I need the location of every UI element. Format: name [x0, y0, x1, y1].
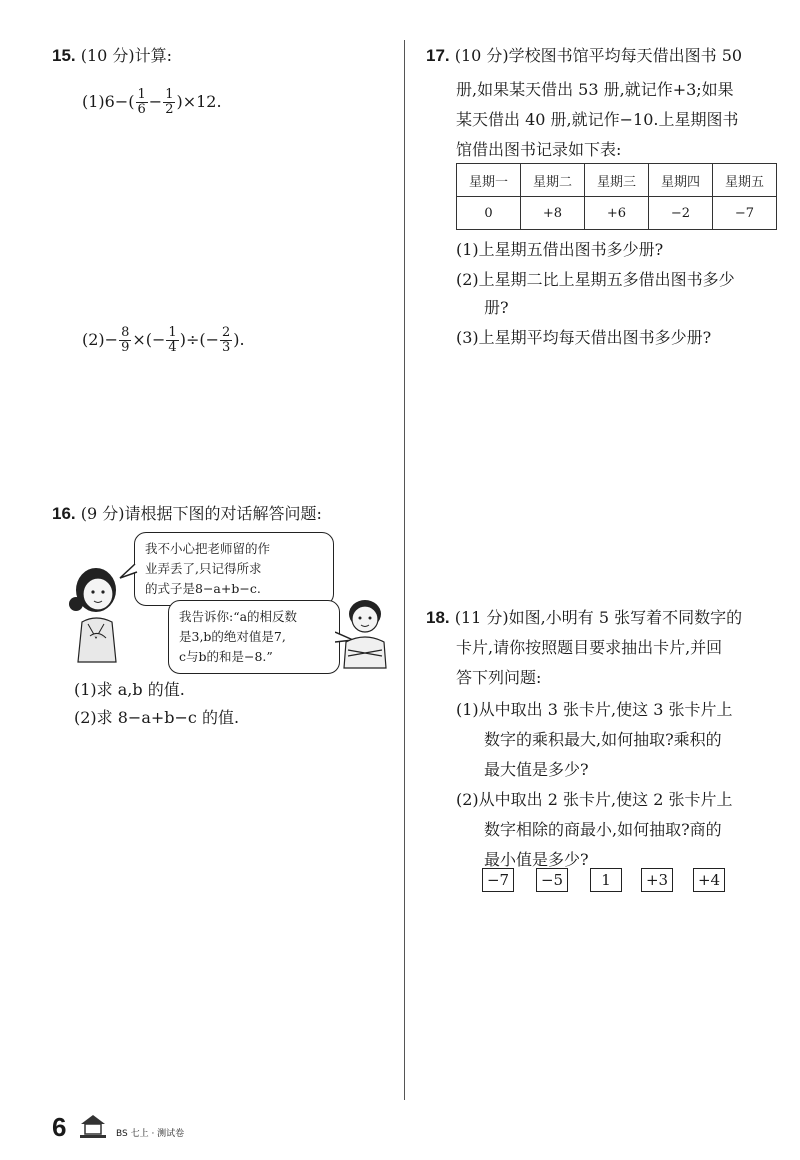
- q18-line-1: [426, 606, 742, 630]
- q16-part1: (1)求 a,b 的值.: [74, 680, 185, 699]
- q15-p2-frac1: [119, 326, 131, 355]
- frac-numerator: 1: [137, 87, 146, 102]
- number-card: −5: [536, 868, 568, 892]
- q18-part2-line2: 数字相除的商最小,如何抽取?商的: [484, 820, 722, 839]
- table-header-cell: 星期五: [713, 164, 777, 197]
- q15-heading: [52, 44, 172, 68]
- frac-denominator: 9: [121, 340, 130, 355]
- q15-part1: [82, 84, 222, 120]
- q15-part2: [82, 322, 245, 358]
- bubble-line: c与b的和是−8.”: [179, 649, 273, 664]
- q17-line-4: 馆借出图书记录如下表:: [456, 140, 622, 159]
- q17-number: 17.: [426, 46, 450, 65]
- boy-illustration: [336, 594, 394, 670]
- q15-p2-frac3: [220, 326, 232, 355]
- q17-part3: (3)上星期平均每天借出图书多少册?: [456, 328, 712, 347]
- table-cell: 0: [457, 197, 521, 230]
- q15-p2-frac2: [166, 326, 178, 355]
- page-number: 6: [52, 1112, 67, 1142]
- q18-text: (11 分)如图,小明有 5 张写着不同数字的: [454, 608, 743, 627]
- q18-line-3: 答下列问题:: [456, 668, 542, 687]
- frac-denominator: 6: [137, 102, 146, 117]
- series-label: BS 七上 · 测试卷: [116, 1129, 185, 1139]
- table-header-cell: 星期一: [457, 164, 521, 197]
- frac-numerator: 2: [222, 325, 231, 340]
- table-header-cell: 星期四: [649, 164, 713, 197]
- frac-denominator: 2: [165, 102, 174, 117]
- bubble-line: 我不小心把老师留的作: [145, 541, 271, 556]
- number-card: +4: [693, 868, 725, 892]
- bubble-line: 是3,b的绝对值是7,: [179, 629, 286, 644]
- q15-p1-frac1: [136, 88, 148, 117]
- q18-part2-line3: 最小值是多少?: [484, 850, 589, 869]
- q18-number: 18.: [426, 608, 450, 627]
- q17-line-2: 册,如果某天借出 53 册,就记作+3;如果: [456, 80, 734, 99]
- q16-head-text: (9 分)请根据下图的对话解答问题:: [80, 504, 322, 523]
- bubble-tail-left: [118, 562, 140, 582]
- q16-heading: [52, 502, 322, 526]
- frac-denominator: 3: [222, 340, 231, 355]
- table-row: [457, 197, 777, 230]
- q15-head-text: (10 分)计算:: [80, 46, 173, 65]
- speech-bubble-boy: [168, 600, 340, 674]
- q15-p1-frac2: [163, 88, 175, 117]
- bubble-line: 的式子是8−a+b−c.: [145, 581, 261, 596]
- q16-number: 16.: [52, 504, 76, 523]
- borrow-records-table: [456, 163, 777, 230]
- number-card: −7: [482, 868, 514, 892]
- table-header-row: [457, 164, 777, 197]
- bubble-line: 业弄丢了,只记得所求: [145, 561, 262, 576]
- q15-p1-pre: (1)6−(: [82, 92, 135, 111]
- table-cell: −7: [713, 197, 777, 230]
- frac-numerator: 8: [121, 325, 130, 340]
- q17-part2: (2)上星期二比上星期五多借出图书多少: [456, 270, 735, 289]
- table-header-cell: 星期二: [521, 164, 585, 197]
- q17-part2-cont: 册?: [484, 298, 509, 317]
- q18-line-2: 卡片,请你按照题目要求抽出卡片,并回: [456, 638, 723, 657]
- frac-numerator: 1: [168, 325, 177, 340]
- number-card: 1: [590, 868, 622, 892]
- q17-part1: (1)上星期五借出图书多少册?: [456, 240, 664, 259]
- q18-part1-line1: (1)从中取出 3 张卡片,使这 3 张卡片上: [456, 700, 733, 719]
- q17-line-3: 某天借出 40 册,就记作−10.上星期图书: [456, 110, 739, 129]
- q15-number: 15.: [52, 46, 76, 65]
- number-card: +3: [641, 868, 673, 892]
- q18-part1-line2: 数字的乘积最大,如何抽取?乘积的: [484, 730, 722, 749]
- table-cell: +6: [585, 197, 649, 230]
- q17-text: (10 分)学校图书馆平均每天借出图书 50: [454, 46, 743, 65]
- q17-line-1: [426, 44, 742, 68]
- q18-part1-line3: 最大值是多少?: [484, 760, 589, 779]
- q16-part2: (2)求 8−a+b−c 的值.: [74, 708, 240, 727]
- q15-p1-post: )×12.: [176, 92, 222, 111]
- speech-bubble-girl: [134, 532, 334, 606]
- bubble-line: 我告诉你:“a的相反数: [179, 609, 298, 624]
- q15-p2-mid1: ×(−: [132, 330, 166, 349]
- column-divider: [404, 40, 405, 1100]
- q15-p2-post: ).: [233, 330, 245, 349]
- q18-part2-line1: (2)从中取出 2 张卡片,使这 2 张卡片上: [456, 790, 733, 809]
- table-cell: −2: [649, 197, 713, 230]
- table-header-cell: 星期三: [585, 164, 649, 197]
- table-cell: +8: [521, 197, 585, 230]
- publisher-logo: [78, 1110, 108, 1140]
- q15-p2-mid2: )÷(−: [179, 330, 219, 349]
- q15-p2-pre: (2)−: [82, 330, 119, 349]
- q15-p1-mid: −: [148, 92, 163, 111]
- frac-denominator: 4: [168, 340, 177, 355]
- frac-numerator: 1: [165, 87, 174, 102]
